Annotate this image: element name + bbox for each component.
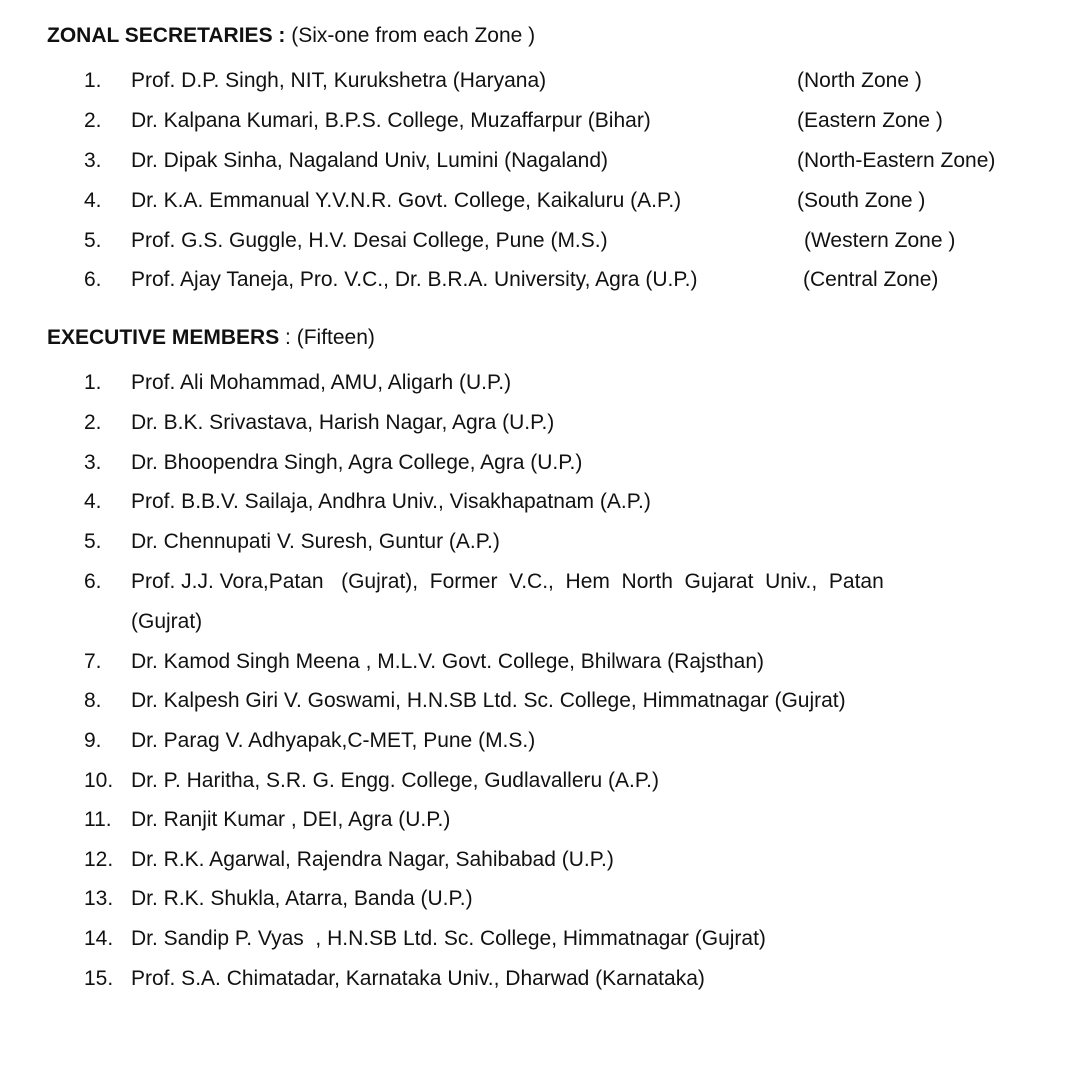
zonal-heading-bold: ZONAL SECRETARIES : <box>47 24 286 47</box>
executive-heading-bold: EXECUTIVE MEMBERS <box>47 326 280 349</box>
executive-list-item <box>0 488 1091 528</box>
item-zone: (Western Zone ) <box>804 229 956 252</box>
zonal-list-item <box>0 266 1091 306</box>
item-number: 6. <box>84 570 102 593</box>
zonal-list-item <box>0 107 1091 147</box>
item-number: 3. <box>84 451 102 474</box>
item-text: Dr. Parag V. Adhyapak,C-MET, Pune (M.S.) <box>131 729 536 752</box>
executive-list-item <box>0 965 1091 1005</box>
item-text: Dr. Chennupati V. Suresh, Guntur (A.P.) <box>131 530 500 553</box>
item-text: Prof. B.B.V. Sailaja, Andhra Univ., Visakhapatnam (A.P.) <box>131 490 651 513</box>
executive-list-item <box>0 449 1091 489</box>
item-text: Dr. B.K. Srivastava, Harish Nagar, Agra (U.P.) <box>131 411 555 434</box>
item-number: 11. <box>84 808 112 831</box>
item-text: Dr. K.A. Emmanual Y.V.N.R. Govt. College, Kaikaluru (A.P.) <box>131 189 682 212</box>
item-number: 9. <box>84 729 102 752</box>
item-text: Dr. Kamod Singh Meena , M.L.V. Govt. College, Bhilwara (Rajsthan) <box>131 650 765 673</box>
item-zone: (Central Zone) <box>803 268 939 291</box>
item-text: Prof. G.S. Guggle, H.V. Desai College, Pune (M.S.) <box>131 229 608 252</box>
item-number: 2. <box>84 411 102 434</box>
item-text: Dr. Dipak Sinha, Nagaland Univ, Lumini (Nagaland) <box>131 149 609 172</box>
item-number: 1. <box>84 371 102 394</box>
item-text: Dr. P. Haritha, S.R. G. Engg. College, Gudlavalleru (A.P.) <box>131 769 659 792</box>
item-zone: (South Zone ) <box>797 189 926 212</box>
zonal-list-item <box>0 227 1091 267</box>
executive-heading-rest: : (Fifteen) <box>279 326 375 349</box>
item-text: Prof. Ali Mohammad, AMU, Aligarh (U.P.) <box>131 371 512 394</box>
item-text: Dr. Kalpesh Giri V. Goswami, H.N.SB Ltd. Sc. College, Himmatnagar (Gujrat) <box>131 689 846 712</box>
item-zone: (North-Eastern Zone) <box>797 149 996 172</box>
executive-list-item <box>0 528 1091 568</box>
item-number: 13. <box>84 887 114 910</box>
executive-list-item <box>0 409 1091 449</box>
executive-list-item <box>0 568 1091 648</box>
item-text-continuation: (Gujrat) <box>131 610 203 633</box>
item-number: 5. <box>84 530 102 553</box>
executive-list-item <box>0 885 1091 925</box>
item-text: Prof. J.J. Vora,Patan (Gujrat), Former V.C., Hem North Gujarat Univ., Patan <box>131 570 884 593</box>
zonal-list-item <box>0 147 1091 187</box>
executive-list-item <box>0 727 1091 767</box>
executive-list-item <box>0 846 1091 886</box>
zonal-list-item <box>0 187 1091 227</box>
item-number: 15. <box>84 967 114 990</box>
item-text: Dr. Sandip P. Vyas , H.N.SB Ltd. Sc. College, Himmatnagar (Gujrat) <box>131 927 766 950</box>
zonal-list-item <box>0 67 1091 107</box>
executive-list-item <box>0 369 1091 409</box>
item-text: Dr. R.K. Shukla, Atarra, Banda (U.P.) <box>131 887 473 910</box>
item-text: Prof. D.P. Singh, NIT, Kurukshetra (Haryana) <box>131 69 547 92</box>
item-number: 5. <box>84 229 102 252</box>
item-text: Dr. Ranjit Kumar , DEI, Agra (U.P.) <box>131 808 451 831</box>
zonal-heading-rest: (Six-one from each Zone ) <box>285 24 536 47</box>
executive-list-item <box>0 687 1091 727</box>
executive-list-item <box>0 648 1091 688</box>
item-text: Dr. Kalpana Kumari, B.P.S. College, Muzaffarpur (Bihar) <box>131 109 651 132</box>
item-number: 6. <box>84 268 102 291</box>
item-text: Prof. S.A. Chimatadar, Karnataka Univ., Dharwad (Karnataka) <box>131 967 705 990</box>
item-number: 8. <box>84 689 102 712</box>
executive-list-item <box>0 925 1091 965</box>
item-text: Dr. R.K. Agarwal, Rajendra Nagar, Sahibabad (U.P.) <box>131 848 614 871</box>
item-number: 2. <box>84 109 102 132</box>
item-zone: (North Zone ) <box>797 69 922 92</box>
zonal-secretaries-heading <box>47 22 535 50</box>
executive-members-heading <box>47 324 375 352</box>
item-zone: (Eastern Zone ) <box>797 109 943 132</box>
item-text: Prof. Ajay Taneja, Pro. V.C., Dr. B.R.A. University, Agra (U.P.) <box>131 268 698 291</box>
item-number: 10. <box>84 769 114 792</box>
item-number: 1. <box>84 69 102 92</box>
item-number: 12. <box>84 848 114 871</box>
item-text: Dr. Bhoopendra Singh, Agra College, Agra (U.P.) <box>131 451 583 474</box>
item-number: 3. <box>84 149 102 172</box>
item-number: 4. <box>84 490 102 513</box>
item-number: 7. <box>84 650 102 673</box>
executive-list-item <box>0 767 1091 807</box>
item-number: 14. <box>84 927 114 950</box>
executive-list-item <box>0 806 1091 846</box>
item-number: 4. <box>84 189 102 212</box>
